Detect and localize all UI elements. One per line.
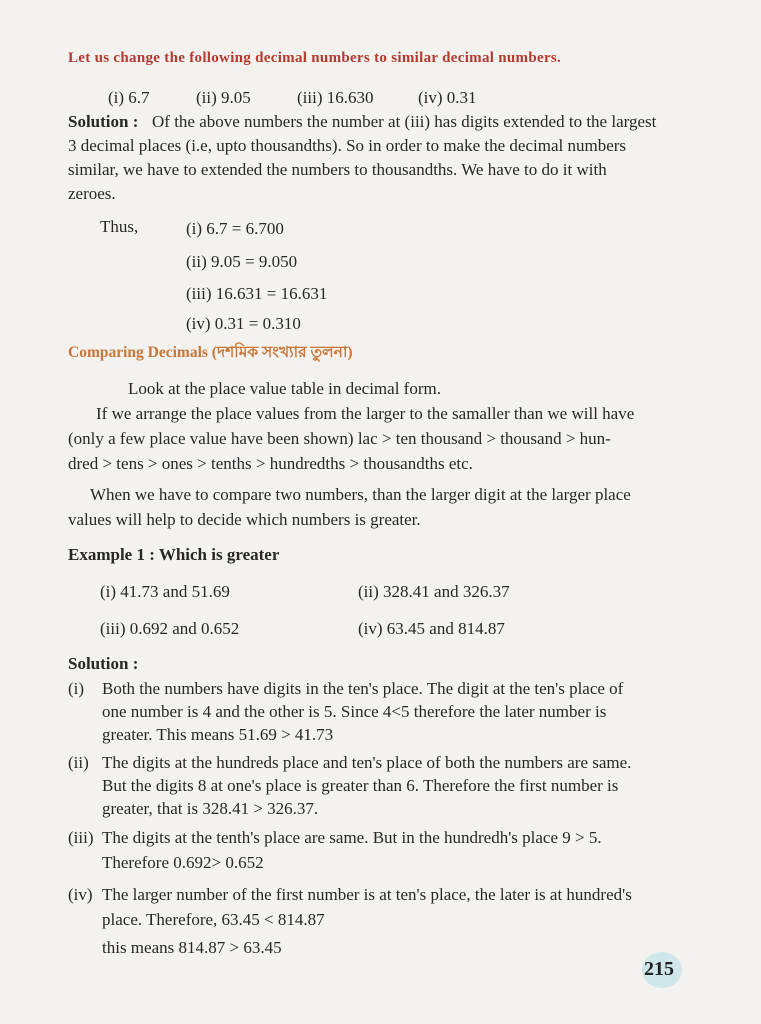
page-number-badge: [642, 952, 682, 988]
example-item-1: (i) 41.73 and 51.69: [100, 582, 230, 601]
item-2: (ii) 9.05: [196, 88, 251, 107]
thus-item-3: (iii) 16.631 = 16.631: [186, 284, 328, 303]
solution-ii-label: (ii): [68, 753, 89, 772]
heading-comparing-decimals: Comparing Decimals (দশমিক সংখ্যার তুলনা): [68, 344, 353, 361]
thus-label: Thus,: [100, 217, 139, 236]
solution-line-2: 3 decimal places (i.e, upto thousandths). So in order to make the decimal numbers: [68, 136, 627, 155]
solution-ii-line-2: But the digits 8 at one's place is greater than 6. Therefore the first number is: [102, 776, 619, 795]
example-label: Example 1 : Which is greater: [68, 545, 280, 564]
solution-i-line-1: Both the numbers have digits in the ten's place. The digit at the ten's place of: [102, 679, 624, 698]
para2-line-3: dred > tens > ones > tenths > hundredths > thousandths etc.: [68, 454, 473, 473]
example-item-4: (iv) 63.45 and 814.87: [358, 619, 505, 638]
solution-i-label: (i): [68, 679, 85, 698]
para2-line-1: If we arrange the place values from the larger to the samaller than we will have: [96, 404, 635, 423]
item-1: (i) 6.7: [108, 88, 150, 107]
example-item-2: (ii) 328.41 and 326.37: [358, 582, 510, 601]
solution-iii-line-2: Therefore 0.692> 0.652: [102, 853, 264, 872]
solution-iv-label: (iv): [68, 885, 93, 904]
example-item-3: (iii) 0.692 and 0.652: [100, 619, 240, 638]
solution-i-line-3: greater. This means 51.69 > 41.73: [102, 725, 334, 744]
solution-ii-line-3: greater, that is 328.41 > 326.37.: [102, 799, 319, 818]
solution-iii-line-1: The digits at the tenth's place are same. But in the hundredh's place 9 > 5.: [102, 828, 602, 847]
para2-line-2: (only a few place value have been shown) lac > ten thousand > thousand > hun-: [68, 429, 611, 448]
para3-line-1: When we have to compare two numbers, than the larger digit at the larger place: [90, 485, 631, 504]
solution-ii-line-1: The digits at the hundreds place and ten's place of both the numbers are same.: [102, 753, 632, 772]
para-place-value: Look at the place value table in decimal form.: [128, 379, 441, 398]
thus-item-4: (iv) 0.31 = 0.310: [186, 314, 301, 333]
solution-label: Solution :: [68, 112, 139, 131]
item-4: (iv) 0.31: [418, 88, 477, 107]
thus-item-2: (ii) 9.05 = 9.050: [186, 252, 298, 271]
heading-similar-decimals: Let us change the following decimal numbers to similar decimal numbers.: [68, 50, 562, 66]
item-3: (iii) 16.630: [297, 88, 374, 107]
para3-line-2: values will help to decide which numbers is greater.: [68, 510, 421, 529]
page-number: 215: [644, 958, 674, 980]
solution-line-3: similar, we have to extended the numbers to thousandths. We have to do it with: [68, 160, 607, 179]
solution2-label: Solution :: [68, 654, 139, 673]
solution-iv-line-2: place. Therefore, 63.45 < 814.87: [102, 910, 325, 929]
solution-line-1: Of the above numbers the number at (iii) has digits extended to the largest: [152, 112, 657, 131]
solution-iii-label: (iii): [68, 828, 94, 847]
solution-iv-line-3: this means 814.87 > 63.45: [102, 938, 282, 957]
solution-i-line-2: one number is 4 and the other is 5. Since 4<5 therefore the later number is: [102, 702, 607, 721]
solution-line-4: zeroes.: [68, 184, 116, 203]
solution-iv-line-1: The larger number of the first number is at ten's place, the later is at hundred's: [102, 885, 632, 904]
thus-item-1: (i) 6.7 = 6.700: [186, 219, 284, 238]
